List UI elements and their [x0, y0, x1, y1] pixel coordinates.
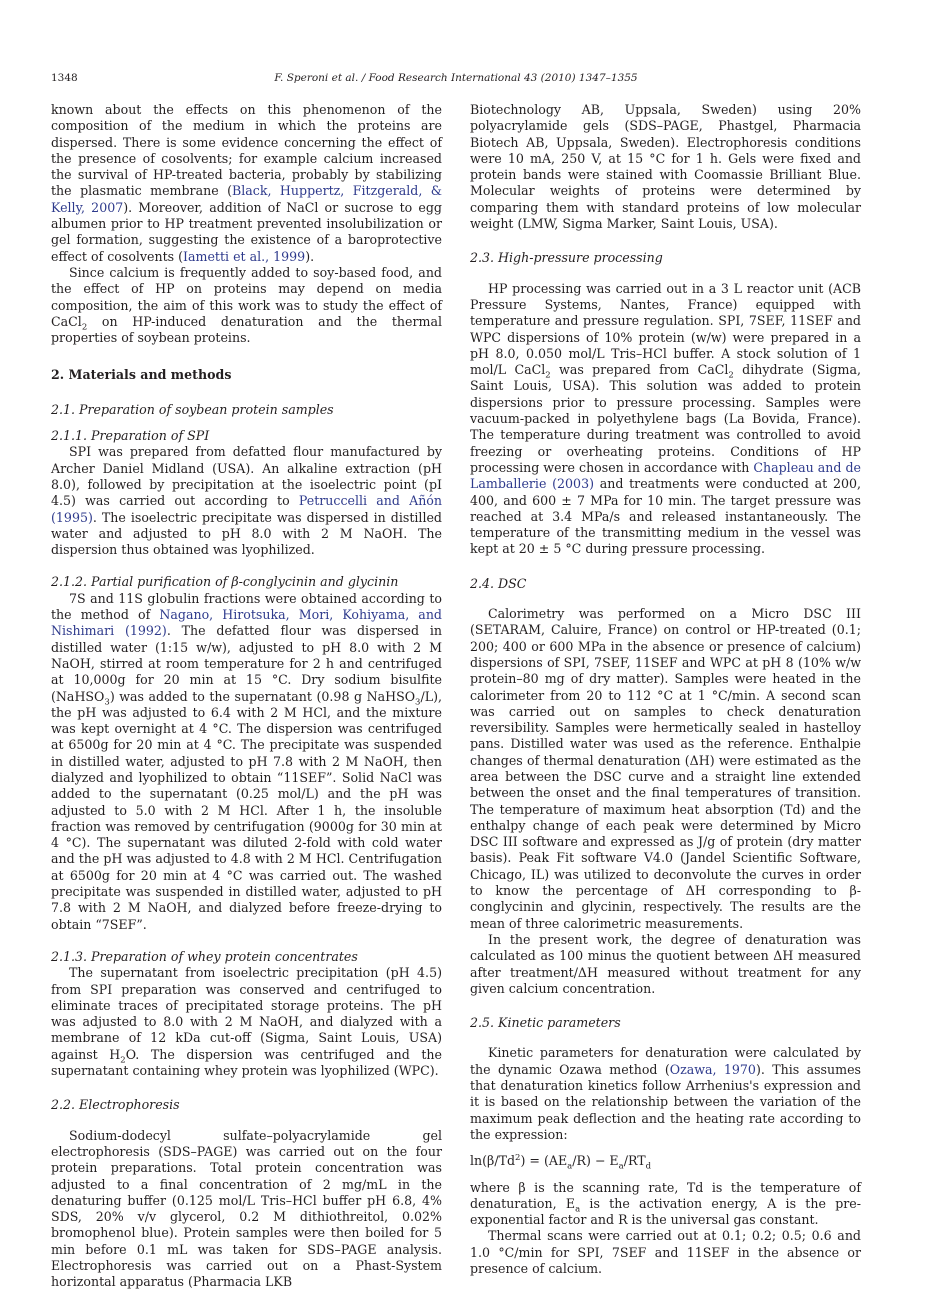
subsubsection-heading-2-1-3: 2.1.3. Preparation of whey protein concentrates	[51, 948, 358, 964]
left-column	[51, 102, 442, 1291]
subsection-heading-2-2: 2.2. Electrophoresis	[51, 1097, 180, 1113]
right-column	[470, 102, 861, 1277]
intro-paragraph-continued: known about the effects on this phenomenon of the composition of the medium in which the proteins are dispersed. There is some evidence concerning the effect of the presence of cosolvents; for example calcium increased the survival of HP-treated bacteria, probably by stabilizing the plasmatic membrane (Black, Huppertz, Fitzgerald, & Kelly, 2007). Moreover, addition of NaCl or sucrose to egg albumen prior to HP treatment prevented insolubilization or gel formation, suggesting the existence of a baroprotective effect of cosolvents (Iametti et al., 1999).	[51, 102, 442, 264]
citation-link[interactable]: Petruccelli and Añón (1995)	[51, 493, 442, 525]
hp-processing-paragraph: HP processing was carried out in a 3 L reactor unit (ACB Pressure Systems, Nantes, France) equipped with temperature and pressure regulation. SPI, 7SEF, 11SEF and WPC dispersions of 10% protein (w/w) were prepared in a pH 8.0, 0.050 mol/L Tris–HCl buffer. A stock solution of 1 mol/L CaCl$_2$ was prepared from CaCl$_2$ dihydrate (Sigma, Saint Louis, USA). This solution was added to protein dispersions prior to pressure processing. Samples were vacuum-packed in polyethylene bags (La Bovida, France). The temperature during treatment was controlled to avoid freezing or overheating proteins. Conditions of HP processing were chosen in accordance with Chapleau and de Lamballerie (2003) and treatments were conducted at 200, 400, and 600 ± 7 MPa for 10 min. The target pressure was reached at 3.4 MPa/s and released instantaneously. The temperature of the transmitting medium in the vessel was kept at 20 ± 5 °C during pressure processing.	[470, 280, 861, 557]
citation-link[interactable]: Ozawa, 1970	[669, 1061, 756, 1077]
subsection-heading-2-1: 2.1. Preparation of soybean protein samples	[51, 401, 334, 417]
purification-paragraph: 7S and 11S globulin fractions were obtained according to the method of Nagano, Hirotsuka, Mori, Kohiyama, and Nishimari (1992). The defatted flour was dispersed in distilled water (1:15 w/w), adjusted to pH 8.0 with 2 M NaOH, stirred at room temperature for 2 h and centrifuged at 10,000g for 20 min at 15 °C. Dry sodium bisulfite (NaHSO$_3$) was added to the supernatant (0.98 g NaHSO$_3$/L), the pH was adjusted to 6.4 with 2 M HCl, and the mixture was kept overnight at 4 °C. The dispersion was centrifuged at 6500g for 20 min at 4 °C. The precipitate was suspended in distilled water, adjusted to pH 7.8 with 2 M NaOH, then dialyzed and lyophilized to obtain “11SEF”. Solid NaCl was added to the supernatant (0.25 mol/L) and the pH was adjusted to 5.0 with 2 M HCl. After 1 h, the insoluble fraction was removed by centrifugation (9000g for 30 min at 4 °C). The supernatant was diluted 2-fold with cold water and the pH was adjusted to 4.8 with 2 M HCl. Centrifugation at 6500g for 20 min at 4 °C was carried out. The washed precipitate was suspended in distilled water, adjusted to pH 7.8 with 2 M NaOH, and dialyzed before freeze-drying to obtain “7SEF”.	[51, 590, 442, 932]
subsection-heading-2-4: 2.4. DSC	[470, 575, 527, 591]
citation-link[interactable]: Chapleau and de Lamballerie (2003)	[470, 459, 861, 492]
citation-link[interactable]: Iametti et al., 1999	[183, 248, 306, 264]
electrophoresis-paragraph-continued: Biotechnology AB, Uppsala, Sweden) using 20% polyacrylamide gels (SDS–PAGE, Phastgel, Pharmacia Biotech AB, Uppsala, Sweden). Electrophoresis conditions were 10 mA, 250 V, at 15 °C for 1 h. Gels were fixed and protein bands were stained with Coomassie Brilliant Blue. Molecular weights of proteins were determined by comparing them with standard proteins of low molecular weight (LMW, Sigma Marker, Saint Louis, USA).	[470, 102, 861, 232]
page-number: 1348	[51, 72, 78, 84]
denaturation-degree-paragraph: In the present work, the degree of denaturation was calculated as 100 minus the quotient between ΔH measured after treatment/ΔH measured without treatment for any given calcium concentration.	[470, 931, 861, 996]
citation-link[interactable]: Nagano, Hirotsuka, Mori, Kohiyama, and Nishimari (1992)	[51, 607, 442, 639]
aim-paragraph: Since calcium is frequently added to soy-based food, and the effect of HP on proteins may depend on media composition, the aim of this work was to study the effect of CaCl$_2$ on HP-induced denaturation and the thermal properties of soybean proteins.	[51, 264, 442, 346]
kinetic-paragraph: Kinetic parameters for denaturation were calculated by the dynamic Ozawa method (Ozawa, 1970). This assumes that denaturation kinetics follow Arrhenius's expression and it is based on the relationship between the variation of the maximum peak deflection and the heating rate according to the expression:	[470, 1045, 861, 1142]
ozawa-equation: $\ln(\beta/Td^2) = (AE_a/R) - E_a/RT_d$	[470, 1153, 652, 1172]
section-heading-methods: 2. Materials and methods	[51, 367, 232, 383]
subsubsection-heading-2-1-1: 2.1.1. Preparation of SPI	[51, 428, 210, 444]
journal-reference: F. Speroni et al. / Food Research International 43 (2010) 1347–1355	[274, 72, 638, 84]
thermal-scans-paragraph: Thermal scans were carried out at 0.1; 0.2; 0.5; 0.6 and 1.0 °C/min for SPI, 7SEF and 11SEF in the absence or presence of calcium.	[470, 1228, 861, 1276]
running-header	[51, 72, 861, 88]
spi-paragraph: SPI was prepared from defatted flour manufactured by Archer Daniel Midland (USA). An alkaline extraction (pH 8.0), followed by precipitation at the isoelectric point (pI 4.5) was carried out according to Petruccelli and Añón (1995). The isoelectric precipitate was dispersed in distilled water and adjusted to pH 8.0 with 2 M NaOH. The dispersion thus obtained was lyophilized.	[51, 444, 442, 558]
dsc-paragraph: Calorimetry was performed on a Micro DSC III (SETARAM, Caluire, France) on control or HP-treated (0.1; 200; 400 or 600 MPa in the absence or presence of calcium) dispersions of SPI, 7SEF, 11SEF and WPC at pH 8 (10% w/w protein–80 mg of dry matter). Samples were heated in the calorimeter from 20 to 112 °C at 1 °C/min. A second scan was carried out on samples to check denaturation reversibility. Samples were hermetically sealed in hastelloy pans. Distilled water was used as the reference. Enthalpie changes of thermal denaturation (ΔH) were estimated as the area between the DSC curve and a straight line extended between the onset and the final temperatures of transition. The temperature of maximum heat absorption (Td) and the enthalpy change of each peak were determined by Micro DSC III software and expressed as J/g of protein (dry matter basis). Peak Fit software V4.0 (Jandel Scientific Software, Chicago, IL) was utilized to deconvolute the curves in order to know the percentage of ΔH corresponding to β-conglycinin and glycinin, respectively. The results are the mean of three calorimetric measurements.	[470, 606, 861, 931]
variables-paragraph: where β is the scanning rate, Td is the temperature of denaturation, $E_a$ is the activation energy, A is the pre-exponential factor and R is the universal gas constant.	[470, 1179, 861, 1228]
whey-paragraph: The supernatant from isoelectric precipitation (pH 4.5) from SPI preparation was conserved and centrifuged to eliminate traces of precipitated storage proteins. The pH was adjusted to 8.0 with 2 M NaOH, and dialyzed with a membrane of 12 kDa cut-off (Sigma, Saint Louis, USA) against $H_2O$. The dispersion was centrifuged and the supernatant containing whey protein was lyophilized (WPC).	[51, 965, 442, 1079]
electrophoresis-paragraph: Sodium-dodecyl sulfate–polyacrylamide gel electrophoresis (SDS–PAGE) was carried out on the four protein preparations. Total protein concentration was adjusted to a final concentration of 2 mg/mL in the denaturing buffer (0.125 mol/L Tris–HCl buffer pH 6.8, 4% SDS, 20% v/v glycerol, 0.2 M dithiothreitol, 0.02% bromophenol blue). Protein samples were then boiled for 5 min before 0.1 mL was taken for SDS–PAGE analysis. Electrophoresis was carried out on a Phast-System horizontal apparatus (Pharmacia LKB	[51, 1127, 442, 1290]
subsection-heading-2-5: 2.5. Kinetic parameters	[470, 1015, 621, 1031]
subsection-heading-2-3: 2.3. High-pressure processing	[470, 250, 663, 266]
citation-link[interactable]: Black, Huppertz, Fitzgerald, & Kelly, 2007	[51, 183, 442, 215]
subsubsection-heading-2-1-2: 2.1.2. Partial purification of β-conglycinin and glycinin	[51, 574, 399, 590]
